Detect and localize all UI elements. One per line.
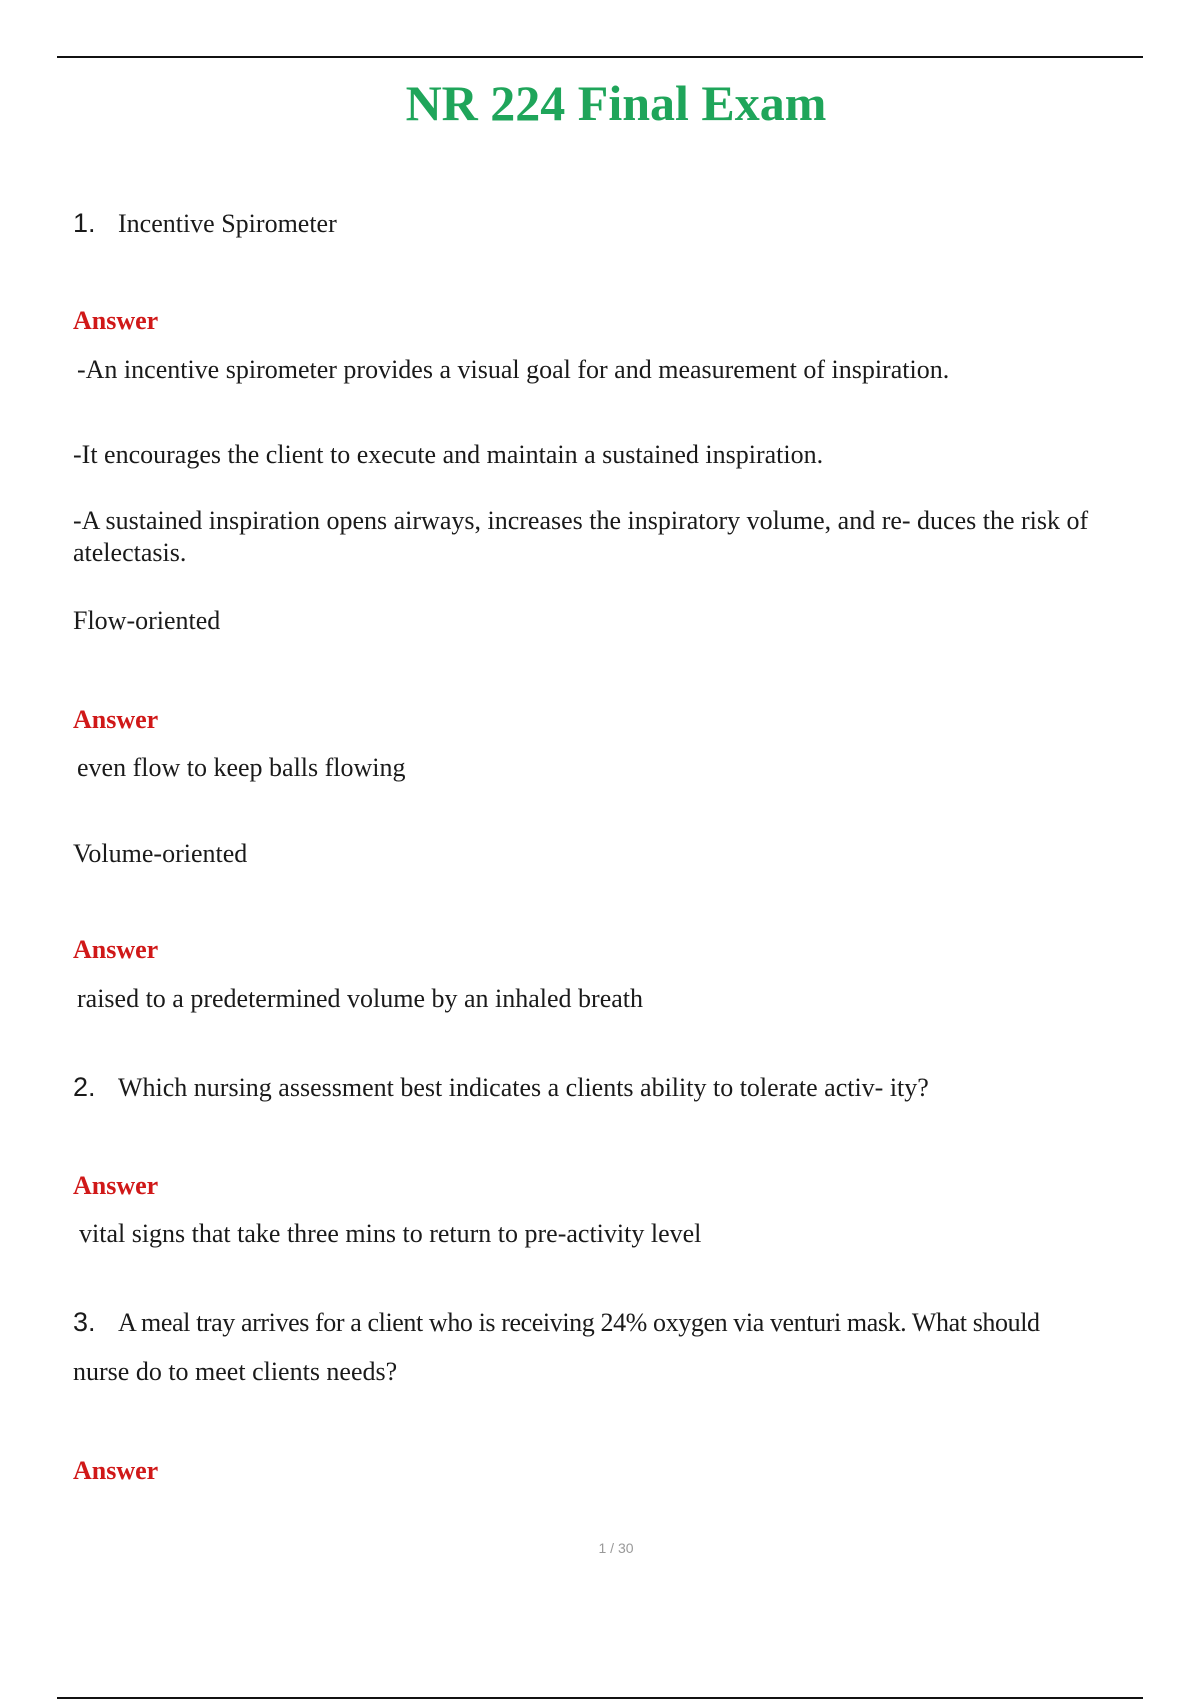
- answer-label: Answer: [73, 935, 159, 964]
- answer-text: -An incentive spirometer provides a visual goal for and measurement of inspiration.: [77, 355, 950, 384]
- question-text: A meal tray arrives for a client who is receiving 24% oxygen via venturi mask. What should: [118, 1308, 1040, 1337]
- answer-label: Answer: [73, 1456, 159, 1485]
- question-number: 1.: [73, 208, 96, 238]
- question-3: [73, 1307, 1040, 1338]
- question-number: 3.: [73, 1307, 96, 1337]
- answer-text: even flow to keep balls flowing: [77, 753, 406, 782]
- question-number: 2.: [73, 1072, 96, 1102]
- answer-text: -A sustained inspiration opens airways, increases the inspiratory volume, and re- duces the risk of atelectasis.: [73, 506, 1089, 567]
- question-1: [73, 208, 337, 239]
- sub-heading: Flow-oriented: [73, 606, 221, 635]
- answer-text: -It encourages the client to execute and maintain a sustained inspiration.: [73, 440, 824, 469]
- answer-text: vital signs that take three mins to return to pre-activity level: [79, 1219, 702, 1248]
- sub-heading: Volume-oriented: [73, 839, 248, 868]
- question-text: Which nursing assessment best indicates a clients ability to tolerate activ- ity?: [118, 1073, 929, 1102]
- bottom-rule: [57, 1697, 1143, 1699]
- question-text-continued: nurse do to meet clients needs?: [73, 1357, 398, 1386]
- top-rule: [57, 56, 1143, 58]
- question-2: [73, 1072, 929, 1103]
- answer-text: raised to a predetermined volume by an inhaled breath: [77, 984, 644, 1013]
- answer-label: Answer: [73, 306, 159, 335]
- document-title: NR 224 Final Exam: [405, 75, 827, 131]
- answer-label: Answer: [73, 705, 159, 734]
- page-indicator: 1 / 30: [598, 1540, 634, 1556]
- answer-label: Answer: [73, 1171, 159, 1200]
- question-text: Incentive Spirometer: [118, 209, 337, 238]
